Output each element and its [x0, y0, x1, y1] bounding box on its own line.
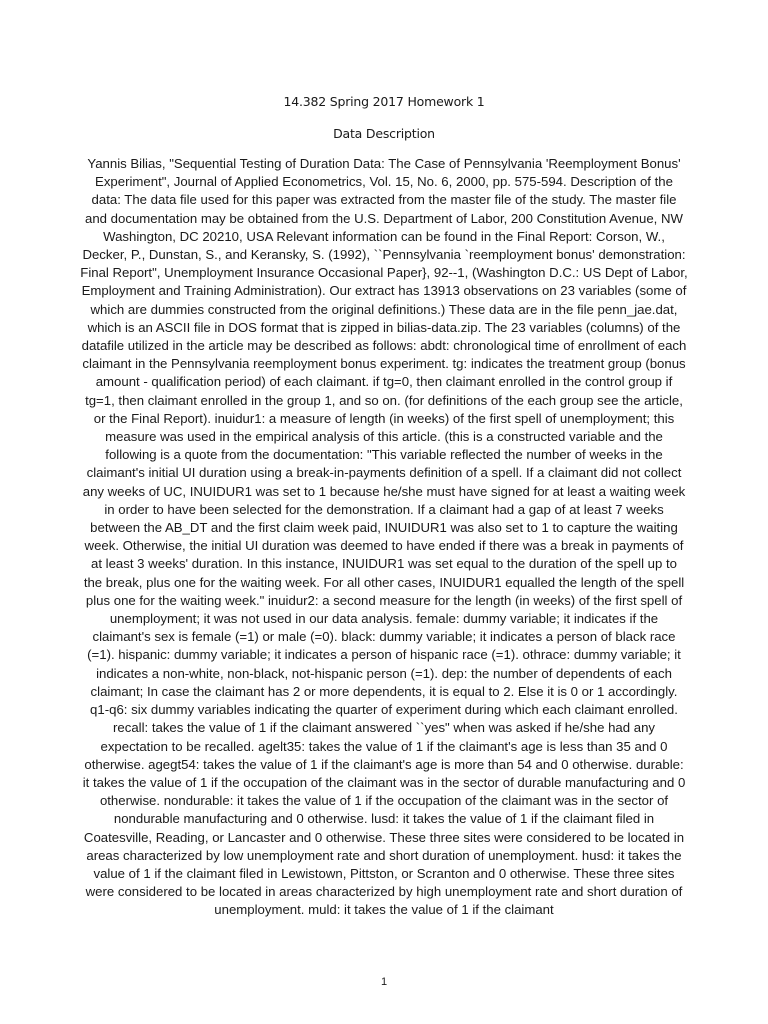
body-paragraph: Yannis Bilias, "Sequential Testing of Duration Data: The Case of Pennsylvania 'Reemployment Bonus' Experiment", Journal of Applied Econometrics, Vol. 15, No. 6, 2000, pp. 575-594. Description of the data: The data file used for this paper was extracted from the master file of the study. The master file and documentation may be obtained from the U.S. Department of Labor, 200 Constitution Avenue, NW Washington, DC 20210, USA Relevant information can be found in the Final Report: Corson, W., Decker, P., Dunstan, S., and Keransky, S. (1992), ``Pennsylvania `reemployment bonus' demonstration: Final Report", Unemployment Insurance Occasional Paper}, 92--1, (Washington D.C.: US Dept of Labor, Employment and Training Administration). Our extract has 13913 observations on 23 variables (some of which are dummies constructed from the original definitions.) These data are in the file penn_jae.dat, which is an ASCII file in DOS format that is zipped in bilias-data.zip. The 23 variables (columns) of the datafile utilized in the article may be described as follows: abdt: chronological time of enrollment of each claimant in the Pennsylvania reemployment bonus experiment. tg: indicates the treatment group (bonus amount - qualification period) of each claimant. if tg=0, then claimant enrolled in the control group if tg=1, then claimant enrolled in the group 1, and so on. (for definitions of the each group see the article, or the Final Report). inuidur1: a measure of length (in weeks) of the first spell of unemployment; this measure was used in the empirical analysis of this article. (this is a constructed variable and the following is a quote from the documentation: "This variable reflected the number of weeks in the claimant's initial UI duration using a break-in-payments definition of a spell. If a claimant did not collect any weeks of UC, INUIDUR1 was set to 1 because he/she must have signed for at least a waiting week in order to have been selected for the demonstration. If a claimant had a gap of at least 7 weeks between the AB_DT and the first claim week paid, INUIDUR1 was also set to 1 to capture the waiting week. Otherwise, the initial UI duration was deemed to have ended if there was a break in payments of at least 3 weeks' duration. In this instance, INUIDUR1 was set equal to the duration of the spell up to the break, plus one for the waiting week. For all other cases, INUIDUR1 equalled the length of the spell plus one for the waiting week." inuidur2: a second measure for the length (in weeks) of the first spell of unemployment; it was not used in our data analysis. female: dummy variable; it indicates if the claimant's sex is female (=1) or male (=0). black: dummy variable; it indicates a person of black race (=1). hispanic: dummy variable; it indicates a person of hispanic race (=1). othrace: dummy variable; it indicates a non-white, non-black, not-hispanic person (=1). dep: the number of dependents of each claimant; In case the claimant has 2 or more dependents, it is equal to 2. Else it is 0 or 1 accordingly. q1-q6: six dummy variables indicating the quarter of experiment during which each claimant enrolled. recall: takes the value of 1 if the claimant answered ``yes" when was asked if he/she had any expectation to be recalled. agelt35: takes the value of 1 if the claimant's age is less than 35 and 0 otherwise. agegt54: takes the value of 1 if the claimant's age is more than 54 and 0 otherwise. durable: it takes the value of 1 if the occupation of the claimant was in the sector of durable manufacturing and 0 otherwise. nondurable: it takes the value of 1 if the occupation of the claimant was in the sector of nondurable manufacturing and 0 otherwise. lusd: it takes the value of 1 if the claimant filed in Coatesville, Reading, or Lancaster and 0 otherwise. These three sites were considered to be located in areas characterized by low unemployment rate and short duration of unemployment. husd: it takes the value of 1 if the claimant filed in Lewistown, Pittston, or Scranton and 0 otherwise. These three sites were considered to be located in areas characterized by high unemployment rate and short duration of unemployment. muld: it takes the value of 1 if the claimant	[80, 156, 688, 918]
document-title: 14.382 Spring 2017 Homework 1	[283, 94, 485, 109]
document-subtitle: Data Description	[333, 126, 435, 141]
page-number: 1	[380, 976, 388, 988]
